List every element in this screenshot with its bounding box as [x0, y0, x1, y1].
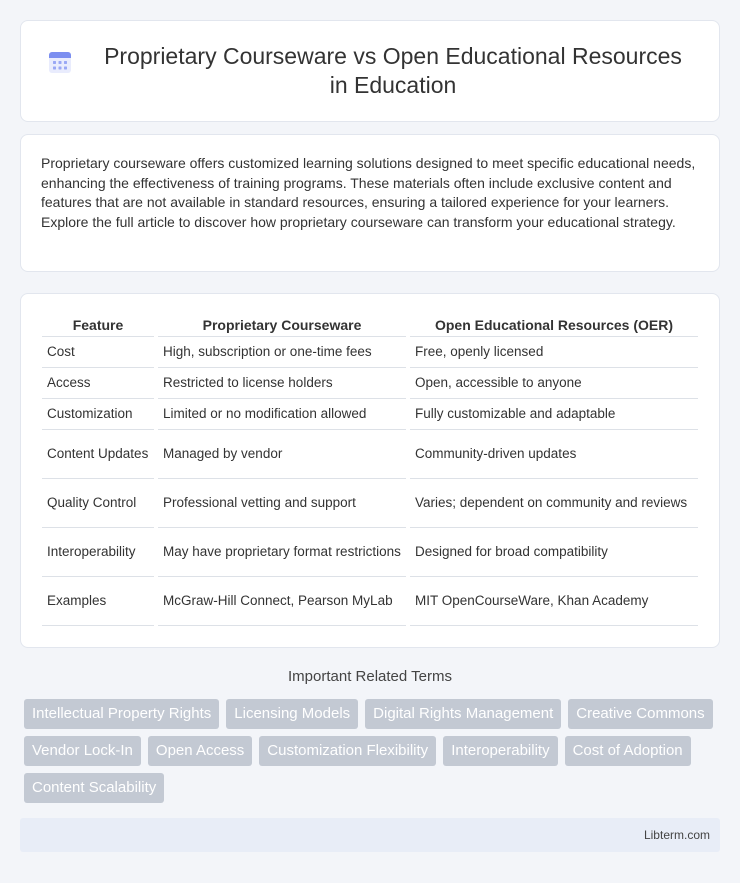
table-cell: Open, accessible to anyone — [410, 368, 698, 399]
table-cell: Content Updates — [42, 430, 154, 479]
table-cell: Access — [42, 368, 154, 399]
table-cell: Designed for broad compatibility — [410, 528, 698, 577]
table-cell: Cost — [42, 337, 154, 368]
intro-card — [20, 134, 720, 272]
table-row — [42, 368, 698, 399]
table-cell: Fully customizable and adaptable — [410, 399, 698, 430]
tag-creative-commons[interactable]: Creative Commons — [568, 699, 712, 729]
table-cell: Professional vetting and support — [158, 479, 406, 528]
footer — [20, 818, 720, 852]
table-cell: Community-driven updates — [410, 430, 698, 479]
table-cell: Varies; dependent on community and reviews — [410, 479, 698, 528]
tag-licensing-models[interactable]: Licensing Models — [226, 699, 358, 729]
table-header-row — [42, 312, 698, 337]
comparison-card — [20, 293, 720, 648]
page-title: Proprietary Courseware vs Open Educational Resources in Education — [104, 43, 682, 98]
title-card — [20, 20, 720, 122]
table-row — [42, 528, 698, 577]
table-cell: Interoperability — [42, 528, 154, 577]
table-cell: May have proprietary format restrictions — [158, 528, 406, 577]
tag-content-scalability[interactable]: Content Scalability — [24, 773, 164, 803]
related-terms-title: Important Related Terms — [288, 668, 452, 685]
column-header-oer: Open Educational Resources (OER) — [410, 312, 698, 337]
table-row — [42, 577, 698, 626]
table-cell: Managed by vendor — [158, 430, 406, 479]
related-terms-section — [20, 668, 720, 810]
footer-brand[interactable]: Libterm.com — [643, 828, 710, 842]
tag-vendor-lock-in[interactable]: Vendor Lock-In — [24, 736, 141, 766]
table-cell: MIT OpenCourseWare, Khan Academy — [410, 577, 698, 626]
tag-cost-of-adoption[interactable]: Cost of Adoption — [565, 736, 691, 766]
table-row — [42, 430, 698, 479]
table-cell: Customization — [42, 399, 154, 430]
tag-customization-flexibility[interactable]: Customization Flexibility — [259, 736, 436, 766]
tag-digital-rights-management[interactable]: Digital Rights Management — [365, 699, 561, 729]
tag-intellectual-property-rights[interactable]: Intellectual Property Rights — [24, 699, 219, 729]
column-header-feature: Feature — [42, 312, 154, 337]
comparison-table — [38, 312, 702, 626]
table-cell: Restricted to license holders — [158, 368, 406, 399]
table-row — [42, 399, 698, 430]
intro-text: Proprietary courseware offers customized learning solutions designed to meet specific educational needs, enhancing the effectiveness of training programs. These materials often include exclusive content and features that are not available in standard resources, ensuring a tailored experience for your learners. Explore the full article to discover how proprietary courseware can transform your educational strategy. — [41, 155, 696, 230]
table-cell: McGraw-Hill Connect, Pearson MyLab — [158, 577, 406, 626]
tag-open-access[interactable]: Open Access — [148, 736, 252, 766]
table-cell: Quality Control — [42, 479, 154, 528]
table-row — [42, 337, 698, 368]
table-cell: Limited or no modification allowed — [158, 399, 406, 430]
calendar-icon — [47, 49, 73, 75]
tag-interoperability[interactable]: Interoperability — [443, 736, 557, 766]
table-cell: High, subscription or one-time fees — [158, 337, 406, 368]
table-row — [42, 479, 698, 528]
column-header-proprietary: Proprietary Courseware — [158, 312, 406, 337]
table-cell: Examples — [42, 577, 154, 626]
related-terms-tags — [20, 699, 720, 810]
table-cell: Free, openly licensed — [410, 337, 698, 368]
